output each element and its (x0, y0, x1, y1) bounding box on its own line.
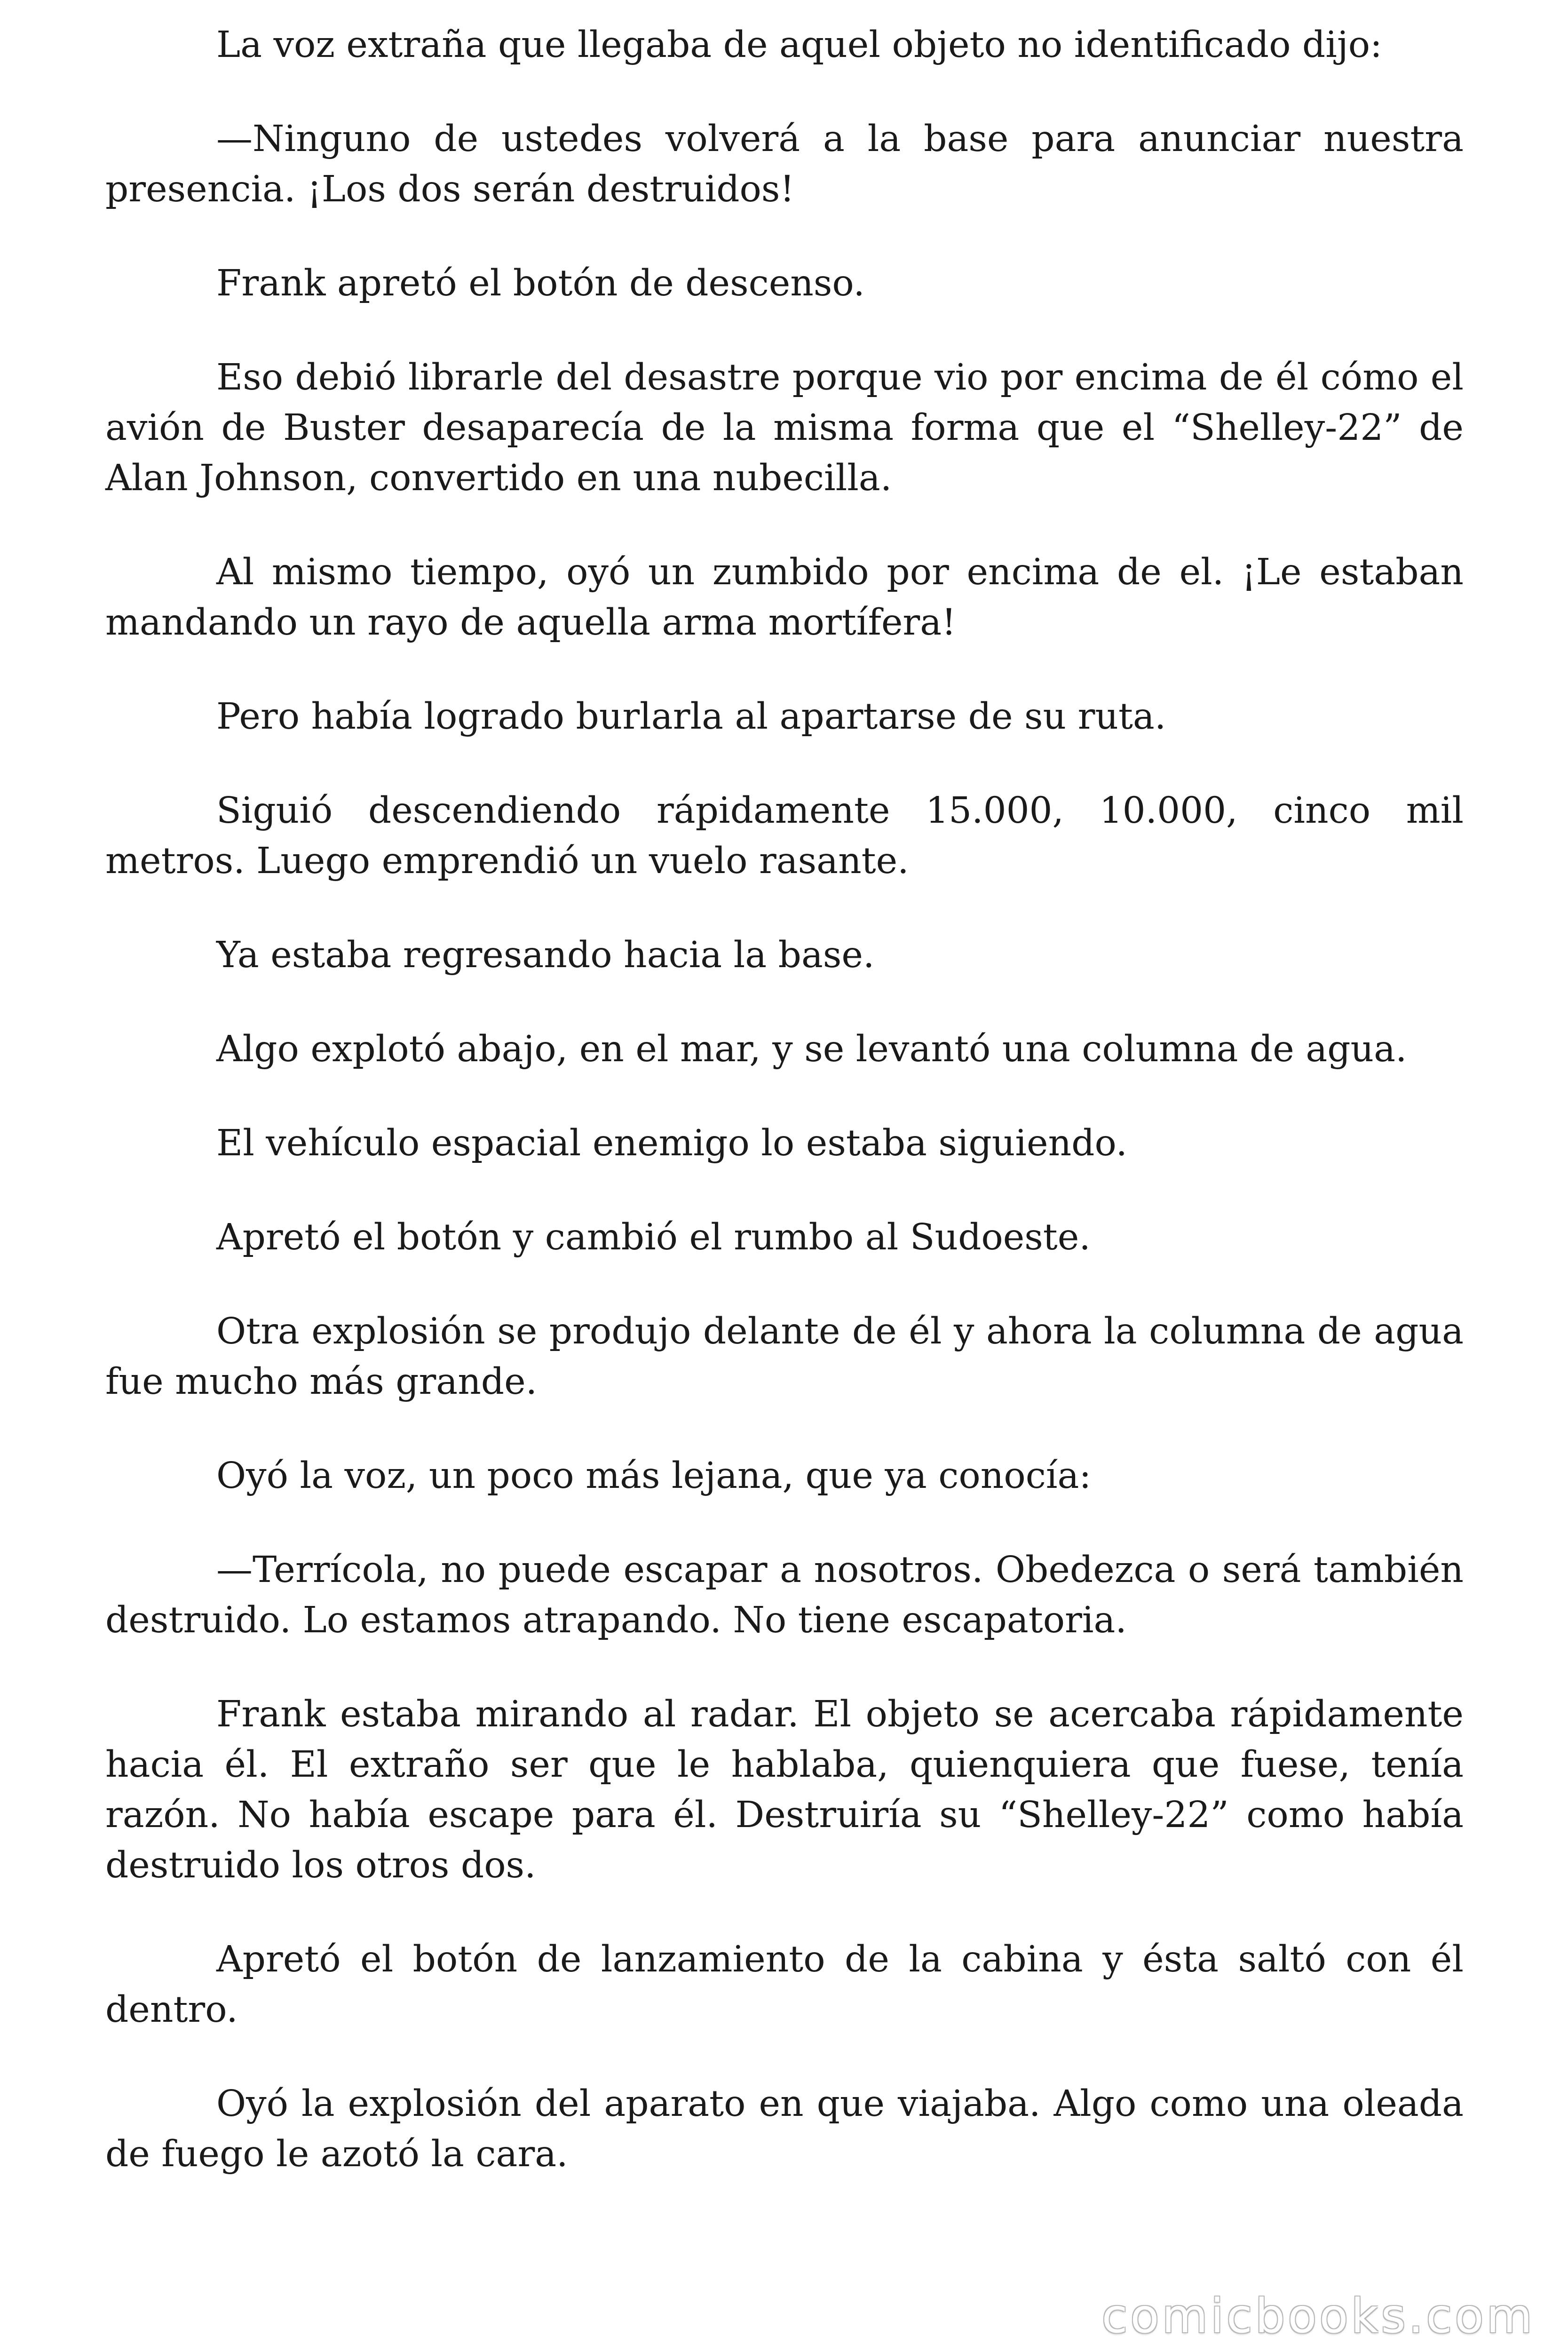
paragraph-8: Ya estaba regresando hacia la base. (216, 934, 875, 976)
watermark-logo: comicbooks.com (1101, 2288, 1535, 2344)
paragraph-17: Oyó la explosión del aparato en que viajaba. Algo como una oleada de fuego le azotó la cara. (105, 2083, 1464, 2175)
paragraph-11: Apretó el botón y cambió el rumbo al Sudoeste. (216, 1216, 1091, 1258)
paragraph-5: Al mismo tiempo, oyó un zumbido por encima de el. ¡Le estaban mandando un rayo de aquella arma mortífera! (105, 551, 1464, 644)
paragraph-16: Apretó el botón de lanzamiento de la cabina y ésta saltó con él dentro. (105, 1939, 1464, 2031)
paragraph-1: La voz extraña que llegaba de aquel objeto no identificado dijo: (216, 24, 1383, 66)
paragraph-15: Frank estaba mirando al radar. El objeto se acercaba rápidamente hacia él. El extraño ser que le hablaba, quienquiera que fuese, tenía razón. No había escape para él. Destruiría su “Shelley-22” como había destruido los otros dos. (105, 1693, 1464, 1886)
paragraph-10: El vehículo espacial enemigo lo estaba siguiendo. (216, 1122, 1127, 1164)
paragraph-13: Oyó la voz, un poco más lejana, que ya conocía: (216, 1455, 1092, 1497)
paragraph-14: —Terrícola, no puede escapar a nosotros. Obedezca o será también destruido. Lo estamos atrapando. No tiene escapatoria. (105, 1549, 1464, 1641)
page-body (105, 20, 1464, 2179)
paragraph-9: Algo explotó abajo, en el mar, y se levantó una columna de agua. (216, 1028, 1407, 1070)
paragraph-2: —Ninguno de ustedes volverá a la base para anunciar nuestra presencia. ¡Los dos serán destruidos! (105, 118, 1464, 210)
paragraph-4: Eso debió librarle del desastre porque vio por encima de él cómo el avión de Buster desaparecía de la misma forma que el “Shelley-22” de Alan Johnson, convertido en una nubecilla. (105, 357, 1464, 499)
paragraph-12: Otra explosión se produjo delante de él y ahora la columna de agua fue mucho más grande. (105, 1311, 1464, 1403)
paragraph-7: Siguió descendiendo rápidamente 15.000, 10.000, cinco mil metros. Luego emprendió un vuelo rasante. (105, 790, 1464, 882)
paragraph-6: Pero había logrado burlarla al apartarse de su ruta. (216, 696, 1166, 738)
paragraph-3: Frank apretó el botón de descenso. (216, 262, 865, 304)
